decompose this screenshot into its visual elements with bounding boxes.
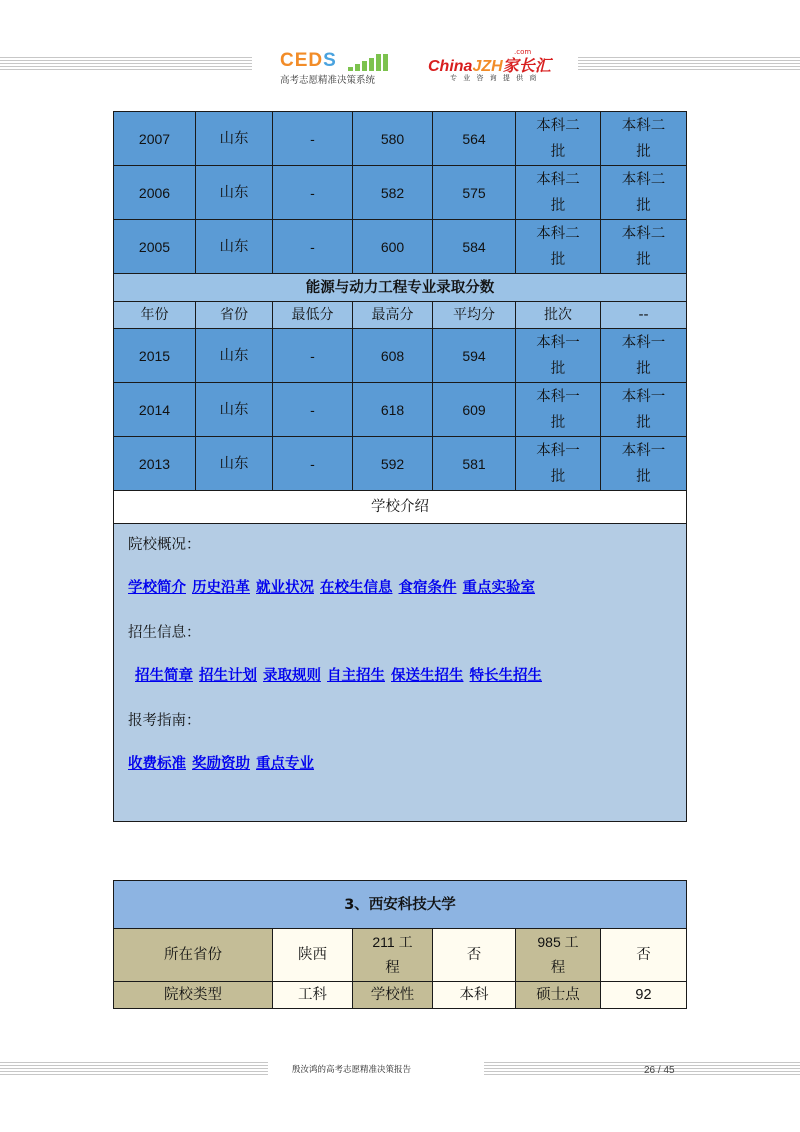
school-type-value: 工科 bbox=[273, 982, 353, 1009]
extra-batch-cell: 本科二 批 bbox=[601, 166, 687, 220]
header-stripes-left bbox=[0, 57, 252, 70]
guide-links bbox=[128, 750, 672, 778]
batch-cell: 本科一 批 bbox=[516, 437, 601, 491]
col-header-extra: -- bbox=[601, 302, 687, 329]
overview-label: 院校概况： bbox=[128, 537, 201, 553]
year-cell: 2015 bbox=[114, 329, 196, 383]
max-score-cell: 600 bbox=[353, 220, 433, 274]
score-row bbox=[114, 166, 687, 220]
guide-link-1[interactable]: 奖励资助 bbox=[192, 756, 250, 772]
overview-link-4[interactable]: 食宿条件 bbox=[398, 580, 457, 596]
overview-link-0[interactable]: 学校简介 bbox=[128, 580, 186, 596]
overview-link-2[interactable]: 就业状况 bbox=[256, 580, 314, 596]
chinajzh-logo: ChinaJZH家长汇 .com 专 业 咨 询 提 供 商 bbox=[428, 48, 551, 82]
batch-cell: 本科一 批 bbox=[516, 383, 601, 437]
admission-link-0[interactable]: 招生简章 bbox=[135, 668, 193, 684]
project-211-value: 否 bbox=[433, 929, 516, 982]
extra-batch-cell: 本科二 批 bbox=[601, 220, 687, 274]
min-score-cell: - bbox=[273, 383, 353, 437]
province-cell: 山东 bbox=[196, 220, 273, 274]
min-score-cell: - bbox=[273, 437, 353, 491]
year-cell: 2013 bbox=[114, 437, 196, 491]
column-header-row bbox=[114, 302, 687, 329]
avg-score-cell: 584 bbox=[433, 220, 516, 274]
ceds-logo: CEDS 高考志愿精准决策系统 bbox=[280, 50, 400, 86]
col-header-province: 省份 bbox=[196, 302, 273, 329]
school-intro-title: 学校介绍 bbox=[114, 491, 687, 524]
page-number: 26 / 45 bbox=[644, 1065, 675, 1076]
year-cell: 2007 bbox=[114, 112, 196, 166]
province-cell: 山东 bbox=[196, 437, 273, 491]
school-nature-value: 本科 bbox=[433, 982, 516, 1009]
min-score-cell: - bbox=[273, 112, 353, 166]
year-cell: 2006 bbox=[114, 166, 196, 220]
school-info-panel bbox=[114, 524, 687, 822]
school-nature-label: 学校性 bbox=[353, 982, 433, 1009]
extra-batch-cell: 本科一 批 bbox=[601, 383, 687, 437]
guide-link-2[interactable]: 重点专业 bbox=[256, 756, 314, 772]
max-score-cell: 582 bbox=[353, 166, 433, 220]
col-header-min: 最低分 bbox=[273, 302, 353, 329]
admission-link-2[interactable]: 录取规则 bbox=[263, 668, 321, 684]
max-score-cell: 618 bbox=[353, 383, 433, 437]
province-cell: 山东 bbox=[196, 383, 273, 437]
admission-links bbox=[128, 662, 672, 690]
avg-score-cell: 575 bbox=[433, 166, 516, 220]
overview-link-5[interactable]: 重点实验室 bbox=[462, 580, 535, 596]
major-score-title: 能源与动力工程专业录取分数 bbox=[114, 274, 687, 302]
admission-link-4[interactable]: 保送生招生 bbox=[391, 668, 464, 684]
col-header-batch: 批次 bbox=[516, 302, 601, 329]
batch-cell: 本科一 批 bbox=[516, 329, 601, 383]
score-row bbox=[114, 329, 687, 383]
score-row bbox=[114, 112, 687, 166]
avg-score-cell: 594 bbox=[433, 329, 516, 383]
chinajzh-tagline: 专 业 咨 询 提 供 商 bbox=[450, 74, 539, 82]
header-stripes-right bbox=[578, 57, 800, 70]
project-211-label: 211 工 程 bbox=[353, 929, 433, 982]
max-score-cell: 592 bbox=[353, 437, 433, 491]
col-header-max: 最高分 bbox=[353, 302, 433, 329]
admission-label: 招生信息： bbox=[128, 625, 201, 641]
master-points-value: 92 bbox=[601, 982, 687, 1009]
extra-batch-cell: 本科一 批 bbox=[601, 329, 687, 383]
province-cell: 山东 bbox=[196, 166, 273, 220]
province-cell: 山东 bbox=[196, 112, 273, 166]
overview-link-3[interactable]: 在校生信息 bbox=[320, 580, 393, 596]
batch-cell: 本科二 批 bbox=[516, 166, 601, 220]
province-cell: 山东 bbox=[196, 329, 273, 383]
min-score-cell: - bbox=[273, 220, 353, 274]
col-header-year: 年份 bbox=[114, 302, 196, 329]
admission-score-table bbox=[113, 111, 687, 822]
admission-link-5[interactable]: 特长生招生 bbox=[469, 668, 542, 684]
extra-batch-cell: 本科一 批 bbox=[601, 437, 687, 491]
guide-link-0[interactable]: 收费标准 bbox=[128, 756, 186, 772]
max-score-cell: 580 bbox=[353, 112, 433, 166]
max-score-cell: 608 bbox=[353, 329, 433, 383]
score-row bbox=[114, 437, 687, 491]
year-cell: 2005 bbox=[114, 220, 196, 274]
min-score-cell: - bbox=[273, 166, 353, 220]
footer-stripes-right bbox=[484, 1062, 800, 1075]
ceds-subtitle: 高考志愿精准决策系统 bbox=[280, 75, 376, 86]
avg-score-cell: 564 bbox=[433, 112, 516, 166]
col-header-avg: 平均分 bbox=[433, 302, 516, 329]
project-985-value: 否 bbox=[601, 929, 687, 982]
province-value: 陕西 bbox=[273, 929, 353, 982]
university-title: 3、西安科技大学 bbox=[114, 881, 687, 929]
batch-cell: 本科二 批 bbox=[516, 112, 601, 166]
overview-link-1[interactable]: 历史沿革 bbox=[192, 580, 250, 596]
avg-score-cell: 609 bbox=[433, 383, 516, 437]
master-points-label: 硕士点 bbox=[516, 982, 601, 1009]
footer-report-title: 殷汝鸿的高考志愿精准决策报告 bbox=[292, 1065, 412, 1075]
admission-link-3[interactable]: 自主招生 bbox=[327, 668, 385, 684]
ceds-bars-icon bbox=[348, 54, 392, 71]
admission-link-1[interactable]: 招生计划 bbox=[199, 668, 257, 684]
year-cell: 2014 bbox=[114, 383, 196, 437]
guide-label: 报考指南： bbox=[128, 713, 201, 729]
score-row bbox=[114, 220, 687, 274]
university-info-table bbox=[113, 880, 687, 1009]
province-label: 所在省份 bbox=[114, 929, 273, 982]
score-row bbox=[114, 383, 687, 437]
min-score-cell: - bbox=[273, 329, 353, 383]
overview-links bbox=[128, 574, 672, 602]
batch-cell: 本科二 批 bbox=[516, 220, 601, 274]
extra-batch-cell: 本科二 批 bbox=[601, 112, 687, 166]
project-985-label: 985 工 程 bbox=[516, 929, 601, 982]
avg-score-cell: 581 bbox=[433, 437, 516, 491]
footer-stripes-left bbox=[0, 1062, 268, 1075]
school-type-label: 院校类型 bbox=[114, 982, 273, 1009]
